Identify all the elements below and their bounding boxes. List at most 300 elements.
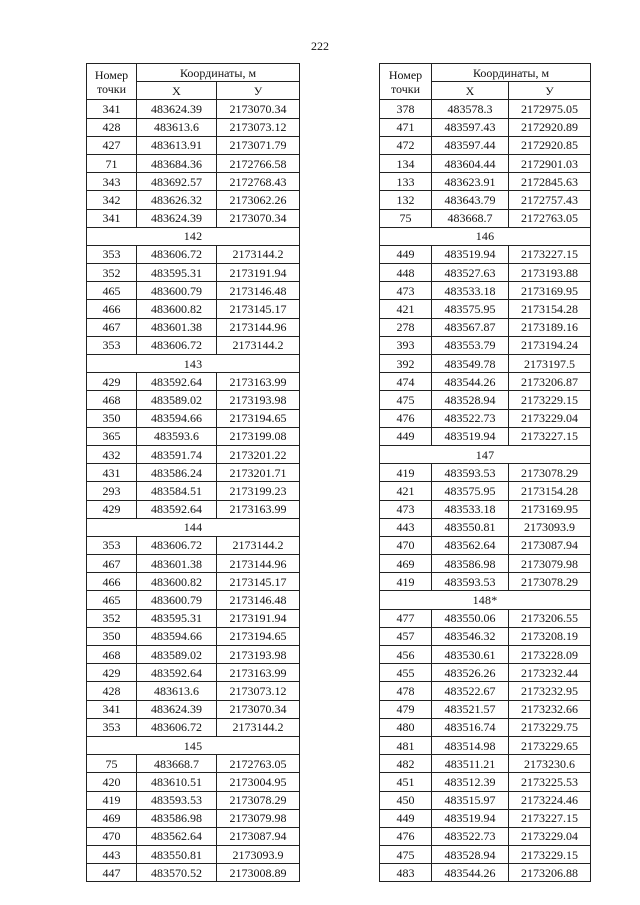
point-number-cell: 421 xyxy=(380,482,432,500)
point-number-cell: 134 xyxy=(380,154,432,172)
x-coordinate-cell: 483589.02 xyxy=(137,391,217,409)
x-coordinate-cell: 483528.94 xyxy=(432,391,509,409)
point-number-cell: 420 xyxy=(87,773,137,791)
y-coordinate-cell: 2173197.5 xyxy=(509,355,591,373)
x-coordinate-cell: 483591.74 xyxy=(137,445,217,463)
parcel-group-label: 143 xyxy=(87,355,300,373)
y-coordinate-cell: 2173079.98 xyxy=(217,809,300,827)
table-row xyxy=(87,318,300,336)
x-coordinate-cell: 483519.94 xyxy=(432,809,509,827)
table-row xyxy=(380,136,591,154)
point-header-line1: Номер xyxy=(388,67,423,82)
y-coordinate-cell: 2173232.44 xyxy=(509,664,591,682)
x-coordinate-cell: 483586.24 xyxy=(137,464,217,482)
x-coordinate-cell: 483550.81 xyxy=(432,518,509,536)
point-number-cell: 451 xyxy=(380,773,432,791)
x-coordinate-cell: 483544.26 xyxy=(432,864,509,882)
table-row xyxy=(380,555,591,573)
y-coordinate-cell: 2173229.65 xyxy=(509,736,591,754)
x-coordinate-cell: 483600.82 xyxy=(137,300,217,318)
table-row xyxy=(380,191,591,209)
table-row xyxy=(87,827,300,845)
y-coordinate-cell: 2172901.03 xyxy=(509,154,591,172)
x-coordinate-cell: 483578.3 xyxy=(432,100,509,118)
point-number-cell: 448 xyxy=(380,264,432,282)
y-coordinate-cell: 2173145.17 xyxy=(217,573,300,591)
table-row xyxy=(380,409,591,427)
table-row xyxy=(380,173,591,191)
table-row xyxy=(87,445,300,463)
table-row xyxy=(87,118,300,136)
x-coordinate-cell: 483626.32 xyxy=(137,191,217,209)
y-coordinate-cell: 2173144.96 xyxy=(217,555,300,573)
y-coordinate-cell: 2173144.2 xyxy=(217,718,300,736)
table-row xyxy=(87,391,300,409)
y-coordinate-cell: 2173078.29 xyxy=(509,464,591,482)
x-coordinate-cell: 483528.94 xyxy=(432,846,509,864)
x-coordinate-cell: 483594.66 xyxy=(137,409,217,427)
table-row xyxy=(380,573,591,591)
point-number-cell: 478 xyxy=(380,682,432,700)
y-coordinate-cell: 2173169.95 xyxy=(509,282,591,300)
table-row xyxy=(380,100,591,118)
y-coordinate-cell: 2173206.88 xyxy=(509,864,591,882)
x-coordinate-cell: 483575.95 xyxy=(432,482,509,500)
table-row xyxy=(380,264,591,282)
y-coordinate-cell: 2173093.9 xyxy=(509,518,591,536)
table-row xyxy=(380,154,591,172)
y-coordinate-cell: 2173193.88 xyxy=(509,264,591,282)
y-coordinate-cell: 2173232.66 xyxy=(509,700,591,718)
x-coordinate-cell: 483606.72 xyxy=(137,718,217,736)
y-coordinate-cell: 2173193.98 xyxy=(217,646,300,664)
point-header-line2: точки xyxy=(96,81,127,96)
point-number-cell: 75 xyxy=(380,209,432,227)
x-coordinate-cell: 483606.72 xyxy=(137,536,217,554)
point-number-cell: 75 xyxy=(87,755,137,773)
table-row xyxy=(87,864,300,882)
table-row xyxy=(380,755,591,773)
point-number-cell: 293 xyxy=(87,482,137,500)
parcel-group-label: 148* xyxy=(380,591,591,609)
group-header-row xyxy=(87,736,300,754)
x-coordinate-cell: 483597.44 xyxy=(432,136,509,154)
x-coordinate-cell: 483533.18 xyxy=(432,282,509,300)
table-row xyxy=(87,846,300,864)
group-header-row xyxy=(380,445,591,463)
point-number-cell: 392 xyxy=(380,355,432,373)
x-coordinate-cell: 483592.64 xyxy=(137,373,217,391)
point-header-line1: Номер xyxy=(94,67,129,82)
y-coordinate-cell: 2173071.79 xyxy=(217,136,300,154)
x-coordinate-cell: 483526.26 xyxy=(432,664,509,682)
x-coordinate-cell: 483624.39 xyxy=(137,100,217,118)
parcel-group-label: 144 xyxy=(87,518,300,536)
y-coordinate-cell: 2173169.95 xyxy=(509,500,591,518)
y-coordinate-cell: 2173062.26 xyxy=(217,191,300,209)
point-number-cell: 473 xyxy=(380,500,432,518)
x-coordinate-cell: 483589.02 xyxy=(137,646,217,664)
x-coordinate-cell: 483595.31 xyxy=(137,609,217,627)
table-row xyxy=(380,609,591,627)
table-row xyxy=(87,682,300,700)
y-coordinate-cell: 2173201.71 xyxy=(217,464,300,482)
x-coordinate-cell: 483600.82 xyxy=(137,573,217,591)
table-row xyxy=(87,100,300,118)
y-coordinate-cell: 2173163.99 xyxy=(217,373,300,391)
y-coordinate-cell: 2173194.24 xyxy=(509,336,591,354)
y-coordinate-cell: 2173144.2 xyxy=(217,536,300,554)
point-number-cell: 428 xyxy=(87,682,137,700)
x-coordinate-cell: 483553.79 xyxy=(432,336,509,354)
x-coordinate-cell: 483668.7 xyxy=(137,755,217,773)
x-coordinate-cell: 483613.91 xyxy=(137,136,217,154)
table-row xyxy=(87,700,300,718)
x-header: Х xyxy=(137,82,217,100)
table-row xyxy=(380,300,591,318)
x-coordinate-cell: 483567.87 xyxy=(432,318,509,336)
table-row xyxy=(380,791,591,809)
table-row xyxy=(380,482,591,500)
point-number-cell: 450 xyxy=(380,791,432,809)
point-number-cell: 476 xyxy=(380,827,432,845)
group-header-row xyxy=(380,227,591,245)
y-coordinate-cell: 2172845.63 xyxy=(509,173,591,191)
table-row xyxy=(87,245,300,263)
y-coordinate-cell: 2173008.89 xyxy=(217,864,300,882)
point-number-header xyxy=(380,64,432,100)
y-coordinate-cell: 2173070.34 xyxy=(217,100,300,118)
table-row xyxy=(380,827,591,845)
table-row xyxy=(87,555,300,573)
x-coordinate-cell: 483570.52 xyxy=(137,864,217,882)
y-coordinate-cell: 2173206.87 xyxy=(509,373,591,391)
x-coordinate-cell: 483668.7 xyxy=(432,209,509,227)
y-coordinate-cell: 2172763.05 xyxy=(509,209,591,227)
point-number-cell: 457 xyxy=(380,627,432,645)
y-coordinate-cell: 2173229.75 xyxy=(509,718,591,736)
table-row xyxy=(380,500,591,518)
x-coordinate-cell: 483586.98 xyxy=(137,809,217,827)
point-number-cell: 481 xyxy=(380,736,432,754)
x-coordinate-cell: 483692.57 xyxy=(137,173,217,191)
table-row xyxy=(87,282,300,300)
y-coordinate-cell: 2173070.34 xyxy=(217,700,300,718)
table-row xyxy=(380,773,591,791)
y-header: У xyxy=(509,82,591,100)
x-coordinate-cell: 483586.98 xyxy=(432,555,509,573)
point-number-cell: 427 xyxy=(87,136,137,154)
table-row xyxy=(380,282,591,300)
group-header-row xyxy=(380,591,591,609)
x-coordinate-cell: 483593.53 xyxy=(137,791,217,809)
point-number-cell: 352 xyxy=(87,609,137,627)
x-coordinate-cell: 483549.78 xyxy=(432,355,509,373)
y-coordinate-cell: 2173229.04 xyxy=(509,827,591,845)
y-coordinate-cell: 2172757.43 xyxy=(509,191,591,209)
y-coordinate-cell: 2173145.17 xyxy=(217,300,300,318)
table-row xyxy=(380,536,591,554)
point-number-cell: 480 xyxy=(380,718,432,736)
x-coordinate-cell: 483512.39 xyxy=(432,773,509,791)
point-number-cell: 471 xyxy=(380,118,432,136)
point-number-cell: 419 xyxy=(380,464,432,482)
x-coordinate-cell: 483592.64 xyxy=(137,500,217,518)
point-number-cell: 475 xyxy=(380,846,432,864)
point-number-cell: 447 xyxy=(87,864,137,882)
y-coordinate-cell: 2173078.29 xyxy=(217,791,300,809)
x-coordinate-cell: 483516.74 xyxy=(432,718,509,736)
x-coordinate-cell: 483546.32 xyxy=(432,627,509,645)
y-coordinate-cell: 2173073.12 xyxy=(217,682,300,700)
parcel-group-label: 147 xyxy=(380,445,591,463)
point-number-cell: 341 xyxy=(87,100,137,118)
table-row xyxy=(87,573,300,591)
table-header-row xyxy=(380,64,591,82)
point-number-cell: 443 xyxy=(380,518,432,536)
point-number-cell: 449 xyxy=(380,427,432,445)
x-coordinate-cell: 483584.51 xyxy=(137,482,217,500)
table-row xyxy=(87,209,300,227)
table-row xyxy=(380,373,591,391)
point-number-cell: 353 xyxy=(87,718,137,736)
group-header-row xyxy=(87,355,300,373)
point-number-cell: 466 xyxy=(87,300,137,318)
table-row xyxy=(380,646,591,664)
point-number-cell: 470 xyxy=(87,827,137,845)
table-row xyxy=(380,664,591,682)
point-number-cell: 443 xyxy=(87,846,137,864)
table-row xyxy=(87,500,300,518)
table-row xyxy=(87,627,300,645)
point-number-cell: 365 xyxy=(87,427,137,445)
y-coordinate-cell: 2173163.99 xyxy=(217,664,300,682)
y-coordinate-cell: 2172975.05 xyxy=(509,100,591,118)
x-coordinate-cell: 483593.53 xyxy=(432,573,509,591)
coordinates-header: Координаты, м xyxy=(137,64,300,82)
x-coordinate-cell: 483600.79 xyxy=(137,282,217,300)
x-coordinate-cell: 483593.53 xyxy=(432,464,509,482)
y-coordinate-cell: 2173073.12 xyxy=(217,118,300,136)
x-coordinate-cell: 483594.66 xyxy=(137,627,217,645)
table-row xyxy=(380,682,591,700)
y-coordinate-cell: 2173227.15 xyxy=(509,427,591,445)
y-coordinate-cell: 2173087.94 xyxy=(217,827,300,845)
y-header: У xyxy=(217,82,300,100)
point-number-cell: 428 xyxy=(87,118,137,136)
y-coordinate-cell: 2173228.09 xyxy=(509,646,591,664)
table-row xyxy=(380,809,591,827)
point-number-cell: 431 xyxy=(87,464,137,482)
x-coordinate-cell: 483613.6 xyxy=(137,682,217,700)
table-row xyxy=(87,536,300,554)
x-coordinate-cell: 483562.64 xyxy=(137,827,217,845)
point-header-line2: точки xyxy=(390,81,421,96)
table-row xyxy=(380,864,591,882)
point-number-cell: 449 xyxy=(380,245,432,263)
point-number-cell: 482 xyxy=(380,755,432,773)
y-coordinate-cell: 2173004.95 xyxy=(217,773,300,791)
y-coordinate-cell: 2173199.23 xyxy=(217,482,300,500)
y-coordinate-cell: 2173199.08 xyxy=(217,427,300,445)
table-row xyxy=(380,118,591,136)
y-coordinate-cell: 2173227.15 xyxy=(509,809,591,827)
y-coordinate-cell: 2173206.55 xyxy=(509,609,591,627)
x-coordinate-cell: 483604.44 xyxy=(432,154,509,172)
y-coordinate-cell: 2173191.94 xyxy=(217,264,300,282)
point-number-cell: 132 xyxy=(380,191,432,209)
x-coordinate-cell: 483533.18 xyxy=(432,500,509,518)
table-row xyxy=(87,427,300,445)
x-coordinate-cell: 483530.61 xyxy=(432,646,509,664)
point-number-header xyxy=(87,64,137,100)
y-coordinate-cell: 2172920.89 xyxy=(509,118,591,136)
point-number-cell: 429 xyxy=(87,664,137,682)
point-number-cell: 468 xyxy=(87,646,137,664)
y-coordinate-cell: 2173224.46 xyxy=(509,791,591,809)
point-number-cell: 456 xyxy=(380,646,432,664)
point-number-cell: 449 xyxy=(380,809,432,827)
y-coordinate-cell: 2173208.19 xyxy=(509,627,591,645)
point-number-cell: 343 xyxy=(87,173,137,191)
point-number-cell: 468 xyxy=(87,391,137,409)
x-coordinate-cell: 483600.79 xyxy=(137,591,217,609)
table-row xyxy=(380,391,591,409)
point-number-cell: 473 xyxy=(380,282,432,300)
point-number-cell: 465 xyxy=(87,591,137,609)
table-row xyxy=(87,336,300,354)
y-coordinate-cell: 2173229.15 xyxy=(509,391,591,409)
x-coordinate-cell: 483610.51 xyxy=(137,773,217,791)
point-number-cell: 469 xyxy=(380,555,432,573)
point-number-cell: 421 xyxy=(380,300,432,318)
y-coordinate-cell: 2173229.04 xyxy=(509,409,591,427)
table-row xyxy=(87,809,300,827)
point-number-cell: 467 xyxy=(87,318,137,336)
table-row xyxy=(87,591,300,609)
y-coordinate-cell: 2173191.94 xyxy=(217,609,300,627)
table-row xyxy=(87,755,300,773)
point-number-cell: 378 xyxy=(380,100,432,118)
point-number-cell: 353 xyxy=(87,336,137,354)
y-coordinate-cell: 2173144.96 xyxy=(217,318,300,336)
point-number-cell: 477 xyxy=(380,609,432,627)
page-number: 222 xyxy=(311,39,329,53)
table-row xyxy=(87,173,300,191)
y-coordinate-cell: 2173087.94 xyxy=(509,536,591,554)
y-coordinate-cell: 2173146.48 xyxy=(217,591,300,609)
point-number-cell: 429 xyxy=(87,373,137,391)
parcel-group-label: 142 xyxy=(87,227,300,245)
point-number-cell: 350 xyxy=(87,627,137,645)
table-row xyxy=(87,718,300,736)
y-coordinate-cell: 2173078.29 xyxy=(509,573,591,591)
point-number-cell: 476 xyxy=(380,409,432,427)
y-coordinate-cell: 2173079.98 xyxy=(509,555,591,573)
y-coordinate-cell: 2173227.15 xyxy=(509,245,591,263)
table-row xyxy=(87,646,300,664)
point-number-cell: 432 xyxy=(87,445,137,463)
point-number-cell: 455 xyxy=(380,664,432,682)
x-coordinate-cell: 483511.21 xyxy=(432,755,509,773)
y-coordinate-cell: 2173229.15 xyxy=(509,846,591,864)
x-coordinate-cell: 483562.64 xyxy=(432,536,509,554)
y-coordinate-cell: 2173189.16 xyxy=(509,318,591,336)
point-number-cell: 353 xyxy=(87,245,137,263)
y-coordinate-cell: 2173154.28 xyxy=(509,482,591,500)
table-row xyxy=(87,373,300,391)
point-number-cell: 341 xyxy=(87,700,137,718)
point-number-cell: 342 xyxy=(87,191,137,209)
x-coordinate-cell: 483592.64 xyxy=(137,664,217,682)
table-row xyxy=(380,518,591,536)
x-coordinate-cell: 483597.43 xyxy=(432,118,509,136)
y-coordinate-cell: 2173193.98 xyxy=(217,391,300,409)
x-coordinate-cell: 483623.91 xyxy=(432,173,509,191)
y-coordinate-cell: 2172920.85 xyxy=(509,136,591,154)
x-coordinate-cell: 483595.31 xyxy=(137,264,217,282)
table-row xyxy=(380,846,591,864)
table-row xyxy=(380,736,591,754)
point-number-cell: 466 xyxy=(87,573,137,591)
x-coordinate-cell: 483522.67 xyxy=(432,682,509,700)
x-header: Х xyxy=(432,82,509,100)
x-coordinate-cell: 483575.95 xyxy=(432,300,509,318)
table-row xyxy=(87,409,300,427)
point-number-cell: 469 xyxy=(87,809,137,827)
x-coordinate-cell: 483550.06 xyxy=(432,609,509,627)
table-row xyxy=(380,718,591,736)
x-coordinate-cell: 483613.6 xyxy=(137,118,217,136)
table-row xyxy=(87,482,300,500)
point-number-cell: 278 xyxy=(380,318,432,336)
point-number-cell: 479 xyxy=(380,700,432,718)
x-coordinate-cell: 483527.63 xyxy=(432,264,509,282)
point-number-cell: 133 xyxy=(380,173,432,191)
y-coordinate-cell: 2173163.99 xyxy=(217,500,300,518)
x-coordinate-cell: 483624.39 xyxy=(137,700,217,718)
y-coordinate-cell: 2173070.34 xyxy=(217,209,300,227)
y-coordinate-cell: 2173225.53 xyxy=(509,773,591,791)
point-number-cell: 419 xyxy=(380,573,432,591)
table-row xyxy=(380,245,591,263)
point-number-cell: 350 xyxy=(87,409,137,427)
x-coordinate-cell: 483522.73 xyxy=(432,409,509,427)
point-number-cell: 465 xyxy=(87,282,137,300)
table-row xyxy=(87,773,300,791)
table-row xyxy=(380,627,591,645)
y-coordinate-cell: 2172768.43 xyxy=(217,173,300,191)
table-row xyxy=(87,191,300,209)
point-number-cell: 429 xyxy=(87,500,137,518)
x-coordinate-cell: 483606.72 xyxy=(137,336,217,354)
point-number-cell: 472 xyxy=(380,136,432,154)
point-number-cell: 419 xyxy=(87,791,137,809)
point-number-cell: 352 xyxy=(87,264,137,282)
y-coordinate-cell: 2173201.22 xyxy=(217,445,300,463)
coordinates-table-right xyxy=(379,63,591,882)
y-coordinate-cell: 2173194.65 xyxy=(217,627,300,645)
coordinates-table-left xyxy=(86,63,300,882)
table-row xyxy=(380,209,591,227)
x-coordinate-cell: 483515.97 xyxy=(432,791,509,809)
table-row xyxy=(87,136,300,154)
group-header-row xyxy=(87,227,300,245)
x-coordinate-cell: 483514.98 xyxy=(432,736,509,754)
point-number-cell: 474 xyxy=(380,373,432,391)
table-row xyxy=(87,154,300,172)
x-coordinate-cell: 483544.26 xyxy=(432,373,509,391)
